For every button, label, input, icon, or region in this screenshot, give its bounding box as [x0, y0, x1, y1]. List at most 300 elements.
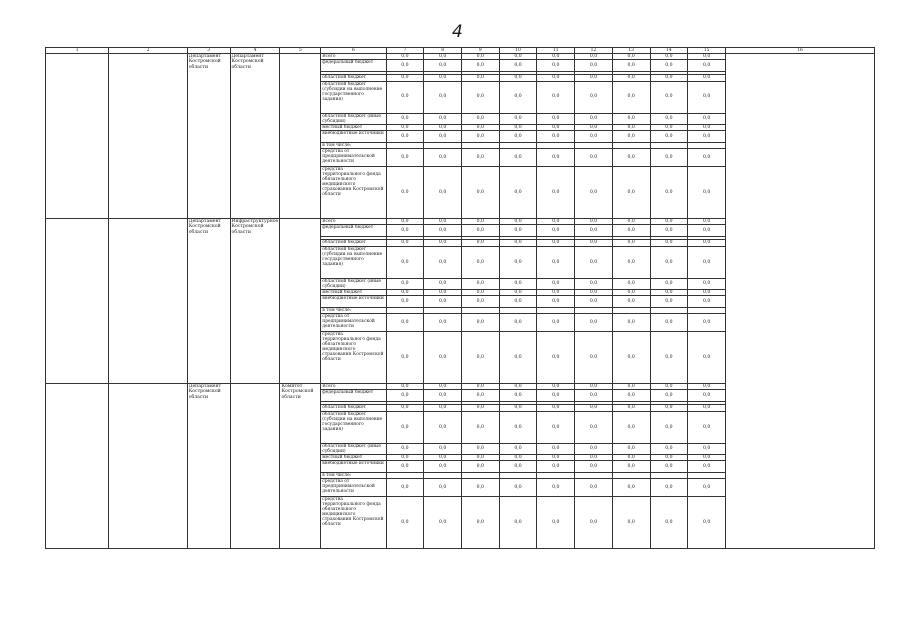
amount-cell: 0,0 — [499, 278, 537, 289]
amount-cell: 0,0 — [575, 296, 613, 308]
amount-cell: 0,0 — [499, 390, 537, 402]
amount-cell: 0,0 — [386, 113, 424, 124]
column-number: 6 — [321, 48, 386, 54]
amount-cell: 0,0 — [386, 60, 424, 72]
amount-cell: 0,0 — [650, 314, 688, 332]
amount-cell: 0,0 — [461, 81, 499, 113]
amount-cell: 0,0 — [499, 461, 537, 473]
coexecutor-cell: Комитет Костромской области — [280, 384, 321, 549]
funding-source-cell: местный бюджет — [321, 454, 386, 460]
amount-cell: 0,0 — [650, 149, 688, 167]
amount-cell: 0,0 — [650, 405, 688, 411]
amount-cell: 0,0 — [424, 124, 462, 130]
amount-cell: 0,0 — [424, 411, 462, 443]
amount-cell: 0,0 — [650, 167, 688, 219]
amount-cell: 0,0 — [386, 278, 424, 289]
amount-cell: 0,0 — [499, 289, 537, 295]
amount-cell: 0,0 — [386, 219, 424, 225]
amount-cell: 0,0 — [575, 289, 613, 295]
amount-cell: 0,0 — [575, 314, 613, 332]
amount-cell: 0,0 — [499, 411, 537, 443]
amount-cell: 0,0 — [499, 219, 537, 225]
amount-cell: 0,0 — [650, 124, 688, 130]
funding-source-cell: местный бюджет — [321, 124, 386, 130]
amount-cell: 0,0 — [424, 81, 462, 113]
amount-cell: 0,0 — [688, 289, 726, 295]
amount-cell: 0,0 — [537, 384, 575, 390]
amount-cell: 0,0 — [499, 246, 537, 278]
amount-cell: 0,0 — [424, 113, 462, 124]
amount-cell: 0,0 — [575, 479, 613, 497]
amount-cell: 0,0 — [386, 240, 424, 246]
column-number: 9 — [461, 48, 499, 54]
amount-cell: 0,0 — [386, 411, 424, 443]
amount-cell: 0,0 — [650, 296, 688, 308]
amount-cell: 0,0 — [461, 246, 499, 278]
amount-cell: 0,0 — [575, 131, 613, 143]
funding-source-cell: федеральный бюджет — [321, 390, 386, 402]
amount-cell: 0,0 — [461, 149, 499, 167]
amount-cell: 0,0 — [499, 225, 537, 237]
amount-cell: 0,0 — [386, 479, 424, 497]
funding-source-cell: средства от предпринимательской деятельности — [321, 479, 386, 497]
amount-cell: 0,0 — [688, 314, 726, 332]
amount-cell: 0,0 — [537, 225, 575, 237]
amount-cell: 0,0 — [688, 81, 726, 113]
amount-cell: 0,0 — [537, 219, 575, 225]
amount-cell: 0,0 — [424, 278, 462, 289]
amount-cell: 0,0 — [650, 225, 688, 237]
amount-cell: 0,0 — [688, 296, 726, 308]
amount-cell: 0,0 — [424, 390, 462, 402]
column-number: 4 — [230, 48, 280, 54]
amount-cell: 0,0 — [461, 278, 499, 289]
amount-cell: 0,0 — [461, 454, 499, 460]
amount-cell: 0,0 — [612, 81, 650, 113]
funding-source-cell: областной бюджет — [321, 240, 386, 246]
amount-cell: 0,0 — [461, 289, 499, 295]
amount-cell: 0,0 — [612, 411, 650, 443]
funding-source-cell: областной бюджет — [321, 75, 386, 81]
amount-cell: 0,0 — [499, 54, 537, 60]
amount-cell: 0,0 — [461, 240, 499, 246]
amount-cell: 0,0 — [424, 497, 462, 549]
amount-cell: 0,0 — [612, 225, 650, 237]
amount-cell: 0,0 — [537, 332, 575, 384]
amount-cell: 0,0 — [537, 314, 575, 332]
amount-cell: 0,0 — [461, 225, 499, 237]
amount-cell: 0,0 — [688, 54, 726, 60]
amount-cell: 0,0 — [386, 461, 424, 473]
amount-cell: 0,0 — [612, 296, 650, 308]
column-number: 1 — [46, 48, 109, 54]
amount-cell: 0,0 — [386, 124, 424, 130]
funding-source-cell: федеральный бюджет — [321, 60, 386, 72]
blank-cell-col1 — [46, 219, 109, 384]
amount-cell: 0,0 — [650, 384, 688, 390]
amount-cell: 0,0 — [650, 60, 688, 72]
amount-cell: 0,0 — [499, 113, 537, 124]
funding-source-cell: областной бюджет (иные субсидии) — [321, 113, 386, 124]
amount-cell: 0,0 — [461, 314, 499, 332]
amount-cell: 0,0 — [688, 497, 726, 549]
amount-cell: 0,0 — [386, 443, 424, 454]
amount-cell: 0,0 — [575, 60, 613, 72]
funding-source-cell: областной бюджет (субсидии на выполнение государственного задания) — [321, 246, 386, 278]
funding-source-cell: областной бюджет (иные субсидии) — [321, 443, 386, 454]
participant-cell: Департамент Костромской области — [230, 54, 280, 219]
amount-cell: 0,0 — [461, 167, 499, 219]
amount-cell: 0,0 — [612, 240, 650, 246]
amount-cell: 0,0 — [424, 314, 462, 332]
amount-cell: 0,0 — [386, 54, 424, 60]
amount-cell: 0,0 — [499, 296, 537, 308]
amount-cell: 0,0 — [688, 124, 726, 130]
amount-cell: 0,0 — [650, 454, 688, 460]
amount-cell: 0,0 — [612, 405, 650, 411]
amount-cell: 0,0 — [424, 75, 462, 81]
amount-cell: 0,0 — [424, 384, 462, 390]
amount-cell: 0,0 — [537, 405, 575, 411]
funding-source-cell: внебюджетные источники — [321, 296, 386, 308]
amount-cell: 0,0 — [499, 443, 537, 454]
amount-cell: 0,0 — [688, 454, 726, 460]
amount-cell: 0,0 — [537, 131, 575, 143]
amount-cell: 0,0 — [386, 246, 424, 278]
amount-cell: 0,0 — [612, 278, 650, 289]
amount-cell: 0,0 — [575, 124, 613, 130]
amount-cell: 0,0 — [575, 149, 613, 167]
amount-cell: 0,0 — [612, 131, 650, 143]
amount-cell: 0,0 — [575, 219, 613, 225]
amount-cell: 0,0 — [461, 390, 499, 402]
funding-source-cell: в том числе: — [321, 473, 386, 479]
funding-source-cell: внебюджетные источники — [321, 461, 386, 473]
amount-cell: 0,0 — [461, 384, 499, 390]
funding-source-cell: федеральный бюджет — [321, 225, 386, 237]
amount-cell: 0,0 — [688, 443, 726, 454]
amount-cell: 0,0 — [499, 454, 537, 460]
amount-cell: 0,0 — [424, 54, 462, 60]
amount-cell: 0,0 — [688, 131, 726, 143]
amount-cell: 0,0 — [386, 225, 424, 237]
amount-cell: 0,0 — [612, 75, 650, 81]
amount-cell: 0,0 — [575, 167, 613, 219]
amount-cell: 0,0 — [537, 411, 575, 443]
amount-cell: 0,0 — [612, 60, 650, 72]
amount-cell: 0,0 — [386, 384, 424, 390]
amount-cell: 0,0 — [575, 454, 613, 460]
amount-cell: 0,0 — [612, 54, 650, 60]
amount-cell: 0,0 — [650, 113, 688, 124]
amount-cell: 0,0 — [461, 497, 499, 549]
column-number: 13 — [612, 48, 650, 54]
participant-cell: Инфраструктурное Костромской области — [230, 219, 280, 384]
amount-cell: 0,0 — [575, 411, 613, 443]
amount-cell: 0,0 — [461, 113, 499, 124]
amount-cell: 0,0 — [499, 497, 537, 549]
funding-source-cell: областной бюджет — [321, 405, 386, 411]
amount-cell: 0,0 — [650, 443, 688, 454]
funding-source-cell: внебюджетные источники — [321, 131, 386, 143]
amount-cell: 0,0 — [386, 390, 424, 402]
amount-cell: 0,0 — [424, 332, 462, 384]
participant-cell — [230, 384, 280, 549]
amount-cell: 0,0 — [688, 75, 726, 81]
amount-cell: 0,0 — [424, 167, 462, 219]
blank-cell-col1 — [46, 384, 109, 549]
amount-cell: 0,0 — [612, 113, 650, 124]
amount-cell: 0,0 — [424, 246, 462, 278]
amount-cell: 0,0 — [688, 246, 726, 278]
amount-cell: 0,0 — [575, 497, 613, 549]
amount-cell: 0,0 — [612, 454, 650, 460]
amount-cell: 0,0 — [461, 75, 499, 81]
amount-cell: 0,0 — [537, 278, 575, 289]
amount-cell: 0,0 — [424, 289, 462, 295]
amount-cell: 0,0 — [537, 454, 575, 460]
amount-cell: 0,0 — [499, 332, 537, 384]
amount-cell: 0,0 — [688, 113, 726, 124]
amount-cell: 0,0 — [575, 332, 613, 384]
column-number: 12 — [575, 48, 613, 54]
amount-cell: 0,0 — [537, 289, 575, 295]
amount-cell: 0,0 — [499, 479, 537, 497]
amount-cell: 0,0 — [386, 314, 424, 332]
amount-cell: 0,0 — [461, 461, 499, 473]
amount-cell: 0,0 — [537, 497, 575, 549]
amount-cell: 0,0 — [575, 246, 613, 278]
notes-cell — [725, 54, 874, 549]
amount-cell: 0,0 — [612, 497, 650, 549]
funding-source-cell: Всего — [321, 384, 386, 390]
funding-source-cell: средства территориального фонда обязательного медицинского страхования Костромской области — [321, 497, 386, 549]
amount-cell: 0,0 — [612, 167, 650, 219]
blank-cell-col2 — [109, 384, 188, 549]
amount-cell: 0,0 — [688, 479, 726, 497]
amount-cell: 0,0 — [650, 390, 688, 402]
funding-source-cell: средства от предпринимательской деятельности — [321, 314, 386, 332]
amount-cell: 0,0 — [575, 461, 613, 473]
amount-cell: 0,0 — [650, 54, 688, 60]
amount-cell: 0,0 — [537, 390, 575, 402]
blank-cell-col2 — [109, 219, 188, 384]
coexecutor-cell — [280, 219, 321, 384]
amount-cell: 0,0 — [537, 479, 575, 497]
column-number: 8 — [424, 48, 462, 54]
amount-cell: 0,0 — [386, 405, 424, 411]
amount-cell: 0,0 — [499, 314, 537, 332]
amount-cell: 0,0 — [688, 411, 726, 443]
amount-cell: 0,0 — [688, 390, 726, 402]
amount-cell: 0,0 — [612, 443, 650, 454]
amount-cell: 0,0 — [499, 131, 537, 143]
column-number: 15 — [688, 48, 726, 54]
amount-cell: 0,0 — [461, 405, 499, 411]
amount-cell: 0,0 — [575, 54, 613, 60]
page-number: 4 — [452, 22, 463, 42]
funding-source-cell: средства территориального фонда обязательного медицинского страхования Костромской области — [321, 167, 386, 219]
amount-cell: 0,0 — [537, 54, 575, 60]
amount-cell: 0,0 — [688, 225, 726, 237]
amount-cell: 0,0 — [650, 246, 688, 278]
amount-cell: 0,0 — [499, 149, 537, 167]
amount-cell: 0,0 — [537, 296, 575, 308]
column-number: 7 — [386, 48, 424, 54]
amount-cell: 0,0 — [650, 497, 688, 549]
amount-cell: 0,0 — [575, 384, 613, 390]
amount-cell: 0,0 — [424, 60, 462, 72]
amount-cell: 0,0 — [612, 124, 650, 130]
amount-cell: 0,0 — [424, 461, 462, 473]
amount-cell: 0,0 — [688, 384, 726, 390]
amount-cell: 0,0 — [650, 278, 688, 289]
amount-cell: 0,0 — [650, 240, 688, 246]
amount-cell: 0,0 — [424, 219, 462, 225]
amount-cell: 0,0 — [688, 219, 726, 225]
amount-cell: 0,0 — [650, 131, 688, 143]
amount-cell: 0,0 — [575, 405, 613, 411]
amount-cell: 0,0 — [424, 296, 462, 308]
executor-cell: Департамент Костромской области — [187, 54, 230, 219]
amount-cell: 0,0 — [575, 278, 613, 289]
coexecutor-cell — [280, 54, 321, 219]
amount-cell: 0,0 — [386, 131, 424, 143]
amount-cell: 0,0 — [537, 60, 575, 72]
amount-cell: 0,0 — [537, 81, 575, 113]
funding-source-cell: Всего — [321, 54, 386, 60]
amount-cell: 0,0 — [424, 454, 462, 460]
column-number: 16 — [725, 48, 874, 54]
amount-cell: 0,0 — [461, 131, 499, 143]
amount-cell: 0,0 — [424, 405, 462, 411]
amount-cell: 0,0 — [688, 278, 726, 289]
amount-cell: 0,0 — [424, 479, 462, 497]
amount-cell: 0,0 — [537, 149, 575, 167]
amount-cell: 0,0 — [499, 240, 537, 246]
amount-cell: 0,0 — [650, 219, 688, 225]
amount-cell: 0,0 — [612, 314, 650, 332]
executor-cell: Департамент Костромской области — [187, 384, 230, 549]
amount-cell: 0,0 — [537, 167, 575, 219]
amount-cell: 0,0 — [386, 149, 424, 167]
amount-cell: 0,0 — [575, 75, 613, 81]
amount-cell: 0,0 — [386, 332, 424, 384]
column-number: 11 — [537, 48, 575, 54]
amount-cell: 0,0 — [650, 461, 688, 473]
amount-cell: 0,0 — [612, 289, 650, 295]
blank-cell-col1 — [46, 54, 109, 219]
amount-cell: 0,0 — [461, 443, 499, 454]
amount-cell: 0,0 — [424, 131, 462, 143]
amount-cell: 0,0 — [537, 246, 575, 278]
amount-cell: 0,0 — [386, 75, 424, 81]
amount-cell: 0,0 — [537, 113, 575, 124]
amount-cell: 0,0 — [461, 54, 499, 60]
amount-cell: 0,0 — [461, 332, 499, 384]
amount-cell: 0,0 — [424, 443, 462, 454]
amount-cell: 0,0 — [612, 384, 650, 390]
amount-cell: 0,0 — [499, 60, 537, 72]
amount-cell: 0,0 — [499, 384, 537, 390]
amount-cell: 0,0 — [575, 240, 613, 246]
amount-cell: 0,0 — [650, 332, 688, 384]
amount-cell: 0,0 — [650, 81, 688, 113]
amount-cell: 0,0 — [386, 497, 424, 549]
amount-cell: 0,0 — [424, 240, 462, 246]
column-number: 2 — [109, 48, 188, 54]
funding-source-cell: областной бюджет (субсидии на выполнение государственного задания) — [321, 81, 386, 113]
column-number: 10 — [499, 48, 537, 54]
amount-cell: 0,0 — [499, 405, 537, 411]
amount-cell: 0,0 — [575, 225, 613, 237]
funding-source-cell: местный бюджет — [321, 289, 386, 295]
funding-source-cell: в том числе: — [321, 308, 386, 314]
table-body — [46, 48, 875, 549]
amount-cell: 0,0 — [650, 289, 688, 295]
amount-cell: 0,0 — [499, 75, 537, 81]
amount-cell: 0,0 — [386, 167, 424, 219]
amount-cell: 0,0 — [650, 479, 688, 497]
executor-cell: Департамент Костромской области — [187, 219, 230, 384]
amount-cell: 0,0 — [461, 124, 499, 130]
column-number: 14 — [650, 48, 688, 54]
amount-cell: 0,0 — [461, 479, 499, 497]
amount-cell: 0,0 — [461, 296, 499, 308]
amount-cell: 0,0 — [537, 124, 575, 130]
amount-cell: 0,0 — [575, 443, 613, 454]
amount-cell: 0,0 — [688, 405, 726, 411]
amount-cell: 0,0 — [461, 411, 499, 443]
amount-cell: 0,0 — [612, 332, 650, 384]
amount-cell: 0,0 — [612, 390, 650, 402]
amount-cell: 0,0 — [461, 219, 499, 225]
amount-cell: 0,0 — [688, 149, 726, 167]
amount-cell: 0,0 — [612, 246, 650, 278]
amount-cell: 0,0 — [688, 60, 726, 72]
amount-cell: 0,0 — [575, 113, 613, 124]
funding-source-cell: средства от предпринимательской деятельности — [321, 149, 386, 167]
amount-cell: 0,0 — [650, 411, 688, 443]
amount-cell: 0,0 — [688, 240, 726, 246]
amount-cell: 0,0 — [537, 461, 575, 473]
amount-cell: 0,0 — [386, 81, 424, 113]
amount-cell: 0,0 — [612, 479, 650, 497]
amount-cell: 0,0 — [499, 167, 537, 219]
amount-cell: 0,0 — [612, 149, 650, 167]
blank-cell-col2 — [109, 54, 188, 219]
amount-cell: 0,0 — [537, 240, 575, 246]
amount-cell: 0,0 — [688, 461, 726, 473]
amount-cell: 0,0 — [386, 289, 424, 295]
column-number: 3 — [187, 48, 230, 54]
budget-table — [45, 47, 875, 549]
column-number: 5 — [280, 48, 321, 54]
amount-cell: 0,0 — [688, 332, 726, 384]
amount-cell: 0,0 — [537, 75, 575, 81]
amount-cell: 0,0 — [575, 81, 613, 113]
amount-cell: 0,0 — [612, 219, 650, 225]
amount-cell: 0,0 — [650, 75, 688, 81]
amount-cell: 0,0 — [612, 461, 650, 473]
amount-cell: 0,0 — [386, 454, 424, 460]
funding-source-cell: в том числе: — [321, 143, 386, 149]
amount-cell: 0,0 — [424, 225, 462, 237]
funding-source-cell: областной бюджет (иные субсидии) — [321, 278, 386, 289]
amount-cell: 0,0 — [499, 81, 537, 113]
amount-cell: 0,0 — [688, 167, 726, 219]
funding-source-cell: областной бюджет (субсидии на выполнение государственного задания) — [321, 411, 386, 443]
